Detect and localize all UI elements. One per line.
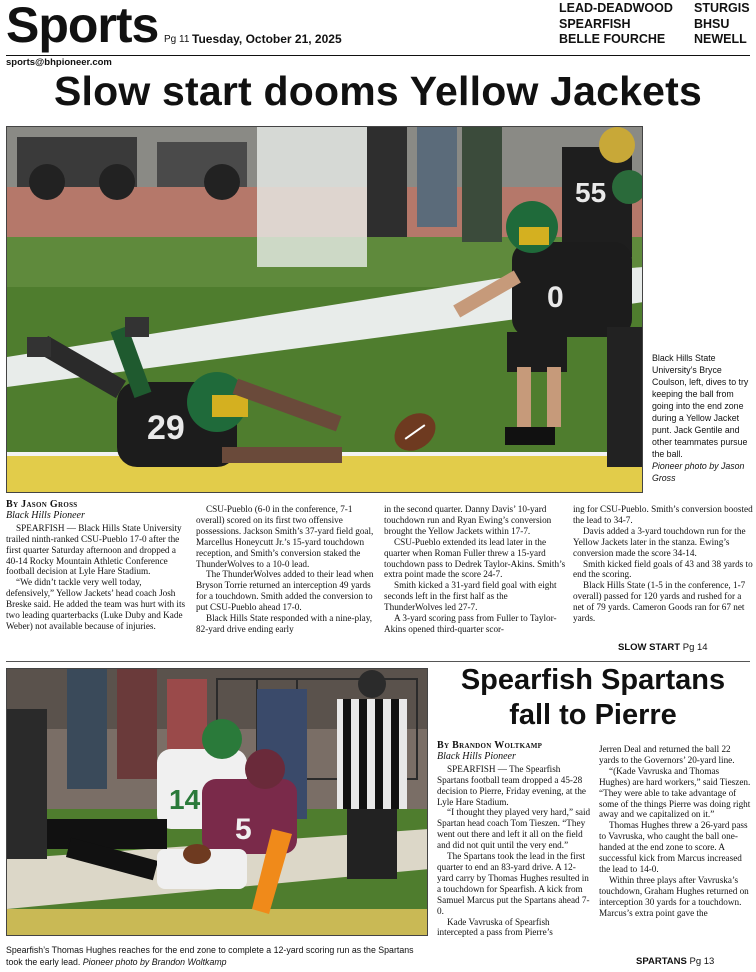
contact-email[interactable]: sports@bhpioneer.com: [6, 57, 112, 68]
town-item: LEAD-DEADWOOD: [559, 1, 673, 15]
article-paragraph: ing for CSU-Pueblo. Smith’s conversion boosted the lead to 34-7.: [573, 504, 753, 525]
story1-photo: [6, 126, 643, 493]
byline-paper: Black Hills Pioneer: [437, 750, 516, 762]
article-paragraph: CSU-Pueblo (6-0 in the conference, 7-1 overall) scored on its first two offensive possessions. Jackson Smith’s 37-yard field goal, Marcellus Honeycutt Jr.’s 15-yard touchdown reception, and Smith’s conversion staked the ThunderWolves to a 10-0 lead.: [196, 504, 374, 569]
article-paragraph: CSU-Pueblo extended its lead later in the quarter when Roman Fuller threw a 15-yard touchdown pass to Dedrek Taylor-Akins. Smith’s extra point made the score 24-7.: [384, 536, 566, 580]
story1-headline: Slow start dooms Yellow Jackets: [53, 68, 703, 114]
issue-date: Tuesday, October 21, 2025: [192, 32, 342, 46]
story1-column-4: [573, 504, 753, 624]
article-paragraph: Black Hills State (1-5 in the conference, 1-7 overall) passed for 120 yards and rushed for a net of 79 yards. Cameron Goods ran for 67 net yards.: [573, 580, 746, 624]
story2-headline: Spearfish Spartans fall to Pierre: [460, 664, 726, 731]
story1-jump-link[interactable]: [618, 642, 708, 653]
byline-name: Brandon Woltkamp: [452, 740, 543, 751]
story2-column-1: [437, 741, 592, 938]
photo-credit: Pioneer photo by Brandon Woltkamp: [82, 957, 227, 967]
article-paragraph: A 3-yard scoring pass from Fuller to Taylor-Akins opened third-quarter scor-: [384, 613, 557, 634]
town-item: NEWELL: [694, 32, 747, 46]
towns-list-1: [559, 1, 673, 48]
byline-by: By: [6, 499, 19, 510]
byline-paper: Black Hills Pioneer: [6, 509, 85, 521]
jersey-number: 0: [547, 281, 564, 314]
story1-column-2: [196, 504, 378, 635]
article-paragraph: SPEARFISH — The Spearfish Spartans football team dropped a 45-28 decision to Pierre, Friday evening, at the Lyle Hare Stadium.: [437, 763, 587, 807]
towns-list-2: [694, 1, 750, 48]
town-item: BHSU: [694, 16, 730, 31]
article-paragraph: Within three plays after Vavruska’s touchdown, Graham Hughes returned on interception 30 yards for a touchdown. Marcus’s extra point gave the: [599, 874, 749, 918]
town-item: BELLE FOURCHE: [559, 32, 666, 46]
page-number: Pg 11: [164, 34, 190, 45]
section-divider: [6, 661, 750, 662]
article-paragraph: Kade Vavruska of Spearfish intercepted a pass from Pierre’s: [437, 916, 553, 938]
town-item: SPEARFISH: [559, 16, 631, 31]
jersey-number: 5: [235, 813, 252, 846]
article-paragraph: SPEARFISH — Black Hills State University trailed ninth-ranked CSU-Pueblo 17-0 after the first quarter Saturday afternoon and dropped a 40-14 Rocky Mountain Athletic Conference football decision at Lyle Hare Stadium.: [6, 522, 182, 577]
masthead-rule: [6, 55, 750, 56]
jump-label: SLOW START: [618, 642, 681, 653]
article-paragraph: Jerren Deal and returned the ball 22 yards to the Governors’ 20-yard line.: [599, 744, 735, 765]
article-paragraph: Davis added a 3-yard touchdown run for the Yellow Jackets later in the stanza. Ewing’s conversion made the score 34-14.: [573, 525, 746, 558]
article-paragraph: “I thought they played very hard,” said Spartan head coach Tom Tieszen. “They went out there and left it all on the field and did not quit until the very end.”: [437, 807, 591, 851]
article-paragraph: “(Kade Vavruska and Thomas Hughes) are hard workers,” said Tieszen. “They were able to take advantage of some of the things Pierre was doing right away and we capitalized on it.”: [599, 765, 751, 820]
article-paragraph: Black Hills State responded with a nine-play, 82-yard drive ending early: [196, 613, 373, 634]
byline-by: By: [437, 740, 450, 751]
article-paragraph: Thomas Hughes threw a 26-yard pass to Vavruska, who caught the ball one-handed at the end zone to score. A successful kick from Marcus increased the lead to 14-0.: [599, 820, 748, 874]
story1-photo-caption: [652, 352, 752, 484]
jersey-number: 55: [575, 177, 607, 208]
story2-column-2: [599, 744, 751, 919]
caption-text: Spearfish’s Thomas Hughes reaches for the end zone to complete a 12-yard scoring run as the Spartans took the early lead.: [6, 945, 414, 967]
jersey-number: 29: [147, 409, 185, 447]
story1-column-1: [6, 500, 188, 632]
story2-photo: [6, 668, 428, 936]
article-paragraph: The ThunderWolves added to their lead when Bryson Torrie returned an interception 49 yards for a touchdown. Smith added the conversion to put CSU-Pueblo ahead 17-0.: [196, 569, 374, 613]
photo-credit: Pioneer photo by Jason Gross: [652, 461, 745, 483]
caption-text: Black Hills State University’s Bryce Coulson, left, dives to try keeping the ball from going into the end zone during a Yellow Jacket punt. Jack Gentile and other teammates pursue the ball.: [652, 353, 749, 459]
byline-name: Jason Gross: [21, 499, 78, 510]
story1-column-3: [384, 504, 566, 635]
article-paragraph: “We didn’t tackle very well today, defensively,” Yellow Jackets’ head coach Josh Breske said. He added the team was hurt with its two leading quarterbacks (Luke Duby and Kade Weber) not available because of injuries.: [6, 577, 186, 631]
story2-photo-caption: [6, 944, 428, 968]
jump-page: Pg 13: [689, 956, 715, 967]
jersey-number: 14: [169, 784, 201, 815]
article-paragraph: in the second quarter. Danny Davis’ 10-yard touchdown run and Ryan Ewing’s conversion brought the Yellow Jackets within 17-7.: [384, 504, 552, 536]
story2-jump-link[interactable]: [636, 956, 714, 967]
masthead: [6, 2, 750, 54]
jump-page: Pg 14: [682, 642, 708, 653]
article-paragraph: Smith kicked field goals of 43 and 38 yards to end the scoring.: [573, 558, 753, 580]
jump-label: SPARTANS: [636, 956, 687, 967]
section-title: Sports: [6, 0, 159, 53]
article-paragraph: The Spartans took the lead in the first quarter to end an 83-yard drive. A 12-yard carry by Thomas Hughes resulted in a touchdown for Spearfish. A kick from Samuel Marcus put the Spartans ahead 7-0.: [437, 851, 590, 916]
town-item: STURGIS: [694, 1, 750, 15]
article-paragraph: Smith kicked a 31-yard field goal with eight seconds left in the first half as the ThunderWolves led 27-7.: [384, 580, 557, 613]
